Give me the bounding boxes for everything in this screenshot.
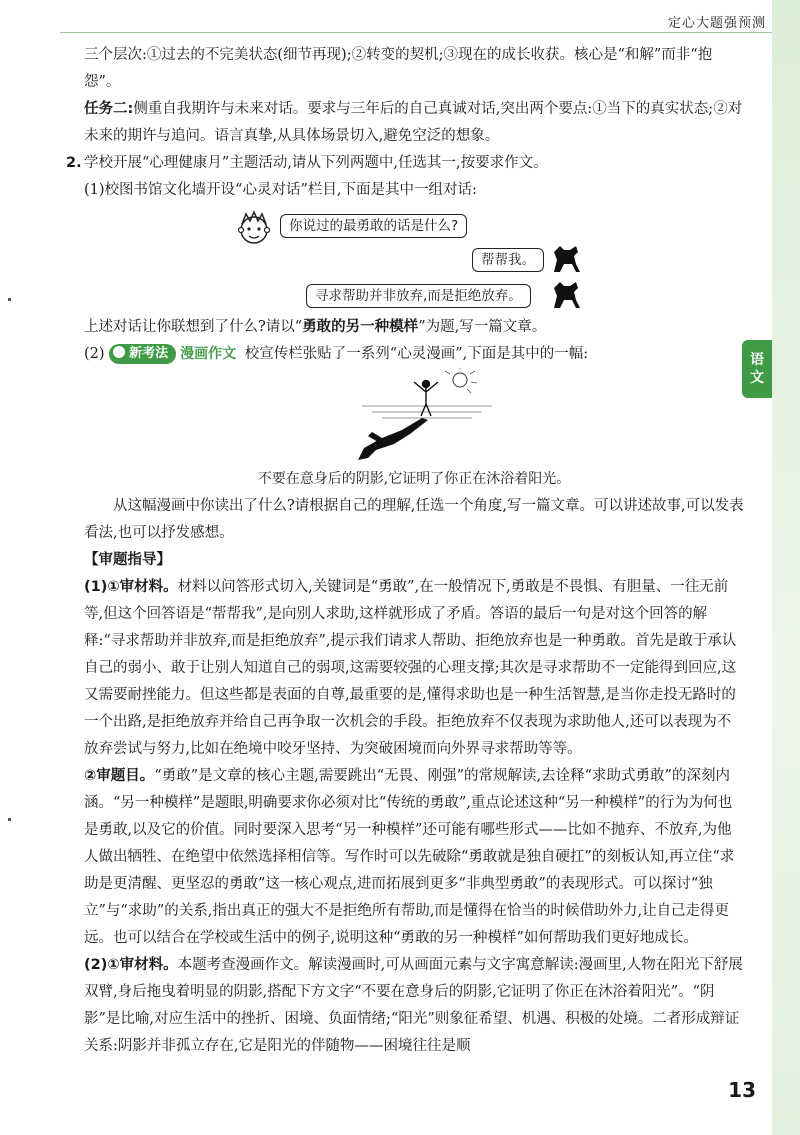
- paragraph-text: 侧重自我期许与未来对话。要求与三年后的自己真诚对话,突出两个要点:①当下的真实状态;②对未来的期许与追问。语言真挚,从具体场景切入,避免空泛的想象。: [84, 101, 743, 144]
- guide-title: 【审题指导】: [84, 552, 171, 568]
- question-text: 学校开展“心理健康月”主题活动,请从下列两题中,任选其一,按要求作文。: [84, 155, 548, 171]
- guide-label: (2)①审材料。: [84, 957, 178, 973]
- paragraph-text: “勇敢”是文章的核心主题,需要跳出“无畏、刚强”的常规解读,去诠释“求助式勇敢”的深刻内涵。“另一种模样”是题眼,明确要求你必须对比“传统的勇敢”,重点论述这种“另一种模样”的行为为何也是勇敢,以及它的价值。同时要深入思考“另一种模样”还可能有哪些形式——比如不抛弃、不放弃,为他人做出牺牲、在绝望中依然选择相信等。写作时可以先破除“勇敢就是独自硬扛”的刻板认知,再立住“求助是更清醒、更坚忍的勇敢”这一核心观点,进而拓展到更多“非典型勇敢”的表现形式。可以探讨“独立”与“求助”的关系,指出真正的强大不是拒绝所有帮助,而是懂得在恰当的时候借助外力,让自己走得更远。也可以结合在学校或生活中的例子,说明这种“勇敢的另一种模样”如何帮助我们更好地成长。: [84, 768, 735, 946]
- paragraph-text: 本题考查漫画作文。解读漫画时,可从画面元素与文字寓意解读:漫画里,人物在阳光下舒展双臂,身后拖曳着明显的阴影,搭配下方文字“不要在意身后的阴影,它证明了你正在沐浴着阳光”。“阴影”是比喻,对应生活中的挫折、困境、负面情绪;“阳光”则象征希望、机遇、积极的处境。二者形成辩证关系:阴影并非孤立存在,它是阳光的伴随物——困境往往是顺: [84, 957, 743, 1054]
- horse-icon: [548, 242, 584, 276]
- subject-tab-char: 文: [750, 370, 764, 386]
- guide-paragraph: [84, 952, 744, 1060]
- question-2-1-requirement: [84, 314, 744, 341]
- question-2-2: [84, 341, 744, 368]
- paragraph-text: ”为题,写一篇文章。: [418, 319, 547, 335]
- boy-face-icon: [234, 208, 274, 248]
- speech-bubble-answer-2: 寻求帮助并非放弃,而是拒绝放弃。: [306, 284, 531, 308]
- task-label: 任务二:: [84, 101, 134, 117]
- margin-mark: [8, 298, 11, 301]
- essay-title: 勇敢的另一种模样: [302, 319, 419, 335]
- subject-tab-char: 语: [750, 352, 764, 368]
- page-number: 13: [728, 1078, 756, 1102]
- question-number: (2): [84, 346, 105, 362]
- dialog-illustration: [84, 204, 744, 314]
- paragraph-text: 上述对话让你联想到了什么?请以“: [84, 319, 303, 335]
- horse-icon: [548, 278, 584, 312]
- question-2: [66, 150, 744, 177]
- guide-label: ②审题目。: [84, 768, 155, 784]
- guide-label: (1)①审材料。: [84, 579, 178, 595]
- cartoon-caption: 不要在意身后的阴影,它证明了你正在沐浴着阳光。: [257, 471, 571, 487]
- paragraph-text: 材料以问答形式切入,关键词是“勇敢”,在一般情况下,勇敢是不畏惧、有胆量、一往无前等,但这个回答语是“帮帮我”,是向别人求助,这样就形成了矛盾。答语的最后一句是对这个回答的解释:“寻求帮助并非放弃,而是拒绝放弃”,提示我们请求人帮助、拒绝放弃也是一种勇敢。首先是敢于承认自己的弱小、敢于让别人知道自己的弱项,这需要较强的心理支撑;其次是寻求帮助不一定能得到回应,这又需要耐挫能力。但这些都是表面的自尊,最重要的是,懂得求助也是一种生活智慧,是当你走投无路时的一个出路,是拒绝放弃并给自己再争取一次机会的手段。拒绝放弃不仅表现为求助他人,还可以表现为不放弃尝试与努力,比如在绝境中咬牙坚持、为突破困境而向外界寻求帮助等等。: [84, 579, 737, 757]
- right-margin-strip: [772, 0, 800, 1135]
- question-type-label: 漫画作文: [180, 346, 237, 362]
- question-2-1: (1)校图书馆文化墙开设“心灵对话”栏目,下面是其中一组对话:: [84, 182, 477, 198]
- speech-bubble-answer-1: 帮帮我。: [472, 248, 544, 272]
- paragraph: 三个层次:①过去的不完美状态(细节再现);②转变的契机;③现在的成长收获。核心是“和解”而非“抱怨”。: [84, 47, 713, 90]
- header-divider: [60, 32, 772, 33]
- cartoon-illustration: [84, 368, 744, 464]
- guide-paragraph: [84, 763, 744, 952]
- tag-label: 新考法: [129, 346, 169, 361]
- question-text: 校宣传栏张贴了一系列“心灵漫画”,下面是其中的一幅:: [244, 346, 589, 362]
- speech-bubble-question: 你说过的最勇敢的话是什么?: [280, 214, 467, 238]
- margin-mark: [8, 818, 11, 821]
- question-number: 2.: [66, 155, 82, 171]
- main-content: [66, 42, 744, 1060]
- question-2-2-requirement: 从这幅漫画中你读出了什么?请根据自己的理解,任选一个角度,写一篇文章。可以讲述故事,可以发表看法,也可以抒发感想。: [84, 498, 744, 541]
- new-method-tag: [109, 344, 176, 364]
- sunlight-shadow-cartoon: [342, 368, 512, 464]
- lightbulb-icon: [113, 346, 125, 358]
- guide-paragraph: [84, 574, 744, 763]
- subject-tab[interactable]: [742, 340, 772, 398]
- paragraph: [84, 96, 744, 150]
- header-title: 定心大题强预测: [667, 16, 766, 31]
